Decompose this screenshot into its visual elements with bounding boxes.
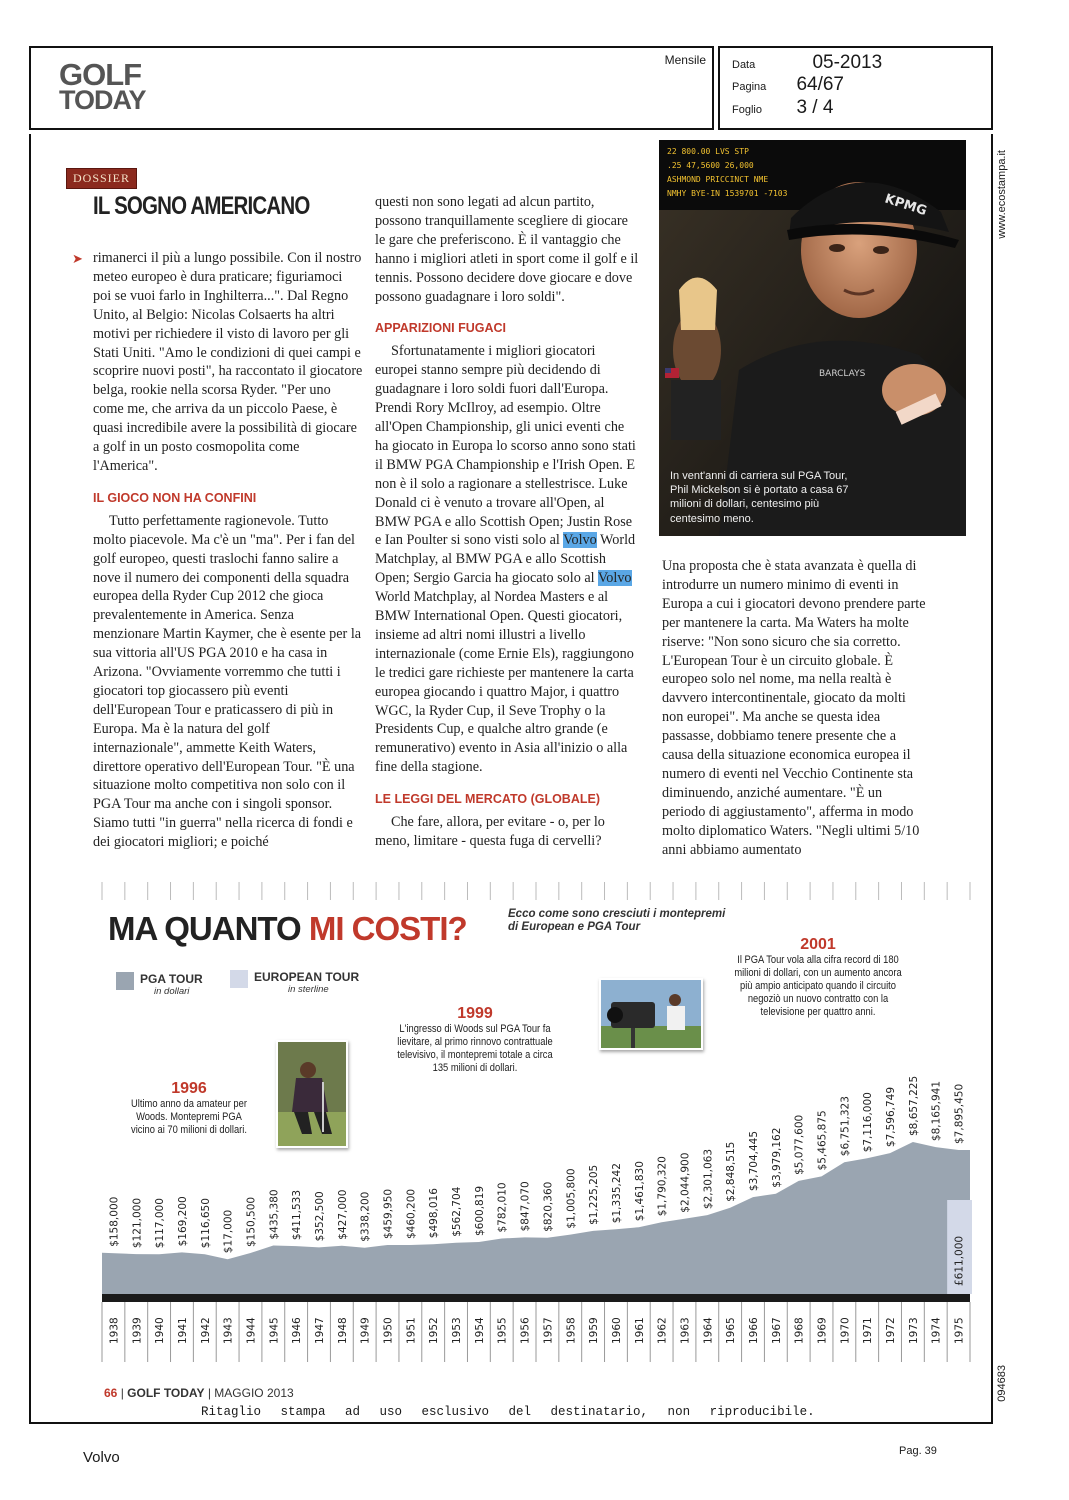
- foglio-label: Foglio: [732, 104, 762, 116]
- pagina-value: 64/67: [796, 74, 844, 95]
- year-label-1968: 1968: [793, 1317, 806, 1344]
- pga-value-label-1971: $7,116,000: [862, 1092, 875, 1153]
- annotation-1999: 1999 L'ingresso di Woods sul PGA Tour fa lievitare, al primo rinnovo contrattuale televisivo, il montepremi totale a circa 135 milioni di dollari.: [397, 1005, 553, 1074]
- year-label-1972: 1972: [885, 1317, 898, 1344]
- chart-baseline: [102, 1294, 970, 1302]
- year-label-1959: 1959: [588, 1317, 601, 1344]
- pga-value-label-1938: $158,000: [108, 1196, 121, 1247]
- year-label-1961: 1961: [633, 1317, 646, 1344]
- foglio-value: 3 / 4: [796, 97, 834, 118]
- year-label-1973: 1973: [907, 1317, 920, 1344]
- client-brand: Volvo: [83, 1449, 120, 1466]
- continue-arrow-icon: ➤: [72, 251, 83, 266]
- dossier-title: IL SOGNO AMERICANO: [93, 192, 310, 220]
- pga-value-label-1972: $7,596,749: [885, 1086, 898, 1148]
- year-label-1965: 1965: [725, 1317, 738, 1344]
- year-label-1955: 1955: [496, 1317, 509, 1344]
- year-label-1967: 1967: [770, 1317, 783, 1344]
- pga-value-label-1969: $5,465,875: [816, 1110, 829, 1171]
- year-label-1940: 1940: [154, 1317, 167, 1344]
- pga-value-label-1952: $498,016: [428, 1188, 441, 1239]
- pga-value-label-1973: $8,657,225: [907, 1075, 920, 1136]
- legend-swatch-pga: [116, 972, 134, 990]
- year-label-1956: 1956: [519, 1317, 532, 1344]
- pga-value-label-1961: $1,461,830: [633, 1161, 646, 1222]
- pga-value-label-1947: $352,500: [314, 1191, 326, 1242]
- subheading: IL GIOCO NON HA CONFINI: [93, 490, 257, 505]
- cap-kpmg-logo: KPMG: [882, 191, 929, 220]
- year-label-1942: 1942: [199, 1317, 212, 1344]
- pga-value-label-1941: $169,200: [176, 1196, 189, 1247]
- year-label-1963: 1963: [679, 1317, 692, 1344]
- pga-value-label-1940: $117,000: [154, 1198, 167, 1249]
- pga-value-label-1948: $427,000: [336, 1189, 349, 1240]
- pga-value-label-1946: $411,533: [291, 1189, 304, 1241]
- logo-line-golf: GOLF: [59, 57, 142, 92]
- svg-text:NMHY BYE-IN 1539701 -7103: NMHY BYE-IN 1539701 -7103: [667, 189, 788, 198]
- data-label: Data: [732, 59, 756, 71]
- pga-value-label-1966: $3,704,445: [748, 1130, 760, 1192]
- year-label-1950: 1950: [382, 1317, 395, 1344]
- year-label-1958: 1958: [565, 1317, 578, 1344]
- year-label-1944: 1944: [245, 1317, 258, 1344]
- tv-camera-photo: [599, 978, 703, 1050]
- side-url: www.ecostampa.it: [996, 150, 1008, 239]
- year-label-1954: 1954: [473, 1317, 486, 1344]
- disclaimer-bar: [29, 1404, 993, 1424]
- year-label-1938: 1938: [108, 1317, 121, 1344]
- svg-text:ASHMOND PRICCINCT NME: ASHMOND PRICCINCT NME: [667, 175, 769, 184]
- page-folio: 66 | GOLF TODAY | MAGGIO 2013: [104, 1386, 294, 1400]
- pga-value-label-1942: $116,650: [199, 1198, 212, 1249]
- paragraph: Sfortunatamente i migliori giocatori europei stanno sempre più decidendo di guadagnare i loro soldi fuori dall'Europa. Prendi Rory McIlroy, ad esempio. Oltre all'Open Championship, gli unici eventi che ha giocato in Europa lo scorso anno sono stati il BMW PGA Championship e l'Irish Open. E non è il solo a ragionare a stellestrisce. Luke Donald ci è venuto a trovare all'Open, al BMW PGA e allo Scottish Open; Justin Rose e Ian Poulter si sono visti solo al Volvo World Matchplay, al BMW PGA e allo Scottish Open; Sergio Garcia ha giocato solo al Volvo World Matchplay, al Nordea Masters e al BMW International Open. Questi giocatori, insieme ad altri nomi illustri a livello internazionale (come Ernie Els), raggiungono le tredici gare richieste per mantenere la carta europea giocando i quattro Major, i quattro WGC, la Ryder Cup, il Seve Trophy o la Presidents Cup, e qualche altro grande (e remunerativo) evento in Asia all'inizio o alla fine della stagione.: [375, 343, 636, 776]
- paragraph: Tutto perfettamente ragionevole. Tutto molto piacevole. Ma c'è un "ma". Per i fan del golf europeo, questi traslochi fanno salire a nove il numero dei componenti della squadra europea della Ryder Cup 2012 che gioca prevalentemente in America. Senza menzionare Martin Kaymer, che è esente per la sua vittoria all'US PGA 2010 e ha casa in Arizona. "Ovviamente vorremmo che tutti i giocatori top giocassero più eventi dell'European Tour e praticassero di più in Europa. Ma è la natura del golf internazionale", ammette Keith Waters, direttore operativo dell'European Tour. "È una situazione molto competitiva non solo con il PGA Tour ma anche con i singoli sponsor. Siamo tutti "in guerra" nella ricerca di fondi e dei giocatori migliori; e poiché: [93, 512, 362, 851]
- pga-value-label-1962: $1,790,320: [656, 1156, 669, 1217]
- meta-foglio-row: [732, 97, 833, 119]
- pga-value-label-1954: $600,819: [473, 1185, 486, 1236]
- frequency-label: Mensile: [664, 53, 706, 67]
- year-label-1939: 1939: [131, 1317, 144, 1344]
- year-label-1948: 1948: [336, 1317, 349, 1344]
- year-label-1962: 1962: [656, 1317, 669, 1344]
- subheading: APPARIZIONI FUGACI: [375, 321, 507, 336]
- infographic-subtitle: Ecco come sono cresciuti i montepremi di European e PGA Tour: [508, 908, 726, 933]
- year-label-1945: 1945: [268, 1317, 281, 1344]
- data-value: 05-2013: [812, 52, 883, 73]
- year-label-1946: 1946: [291, 1317, 304, 1344]
- paragraph: Una proposta che è stata avanzata è quella di introdurre un numero minimo di eventi in Europa a cui i giocatori devono prendere parte per mantenere la carta. Ma Waters ha molte riserve: "Non sono sicuro che sia corretto. L'European Tour è un circuito globale. È europeo solo nel nome, ma nella realtà è davvero intercontinentale, giocato da molti non europei". Ma anche se questa idea passasse, dobbiamo tenere presente che a causa della situazione economica europea il numero di eventi nel Vecchio Continente sta diminuendo, anziché aumentare. "È un periodo di aggiustamento", afferma in modo molto diplomatico Waters. "Negli ultimi 5/10 anni abbiamo aumentato: [662, 558, 926, 858]
- year-label-1974: 1974: [930, 1317, 943, 1344]
- pga-value-label-1949: $338,200: [359, 1191, 372, 1242]
- header-meta: [718, 46, 993, 130]
- article-column-3: [662, 557, 928, 860]
- meta-data-row: [732, 52, 882, 74]
- shirt-barclays-logo: BARCLAYS: [819, 369, 866, 379]
- paragraph: Che fare, allora, per evitare - o, per lo meno, limitare - questa fuga di cervelli?: [375, 814, 605, 849]
- side-code: 094683: [996, 1365, 1008, 1402]
- svg-text:.25 47,5600 26,000: .25 47,5600 26,000: [667, 161, 754, 170]
- subheading: LE LEGGI DEL MERCATO (GLOBALE): [375, 792, 600, 807]
- mickelson-photo: [659, 140, 966, 536]
- pga-value-label-1960: $1,335,242: [610, 1163, 623, 1224]
- european-label-1975: £611,000: [953, 1235, 966, 1286]
- year-label-1951: 1951: [405, 1317, 418, 1344]
- pga-value-label-1939: $121,000: [131, 1197, 144, 1249]
- clipping-page: Pag. 39: [899, 1445, 937, 1457]
- pga-value-label-1968: $5,077,600: [793, 1114, 806, 1175]
- woods-amateur-photo: [276, 1040, 348, 1148]
- photo-caption: In vent'anni di carriera sul PGA Tour, Phil Mickelson si è portato a casa 67 milioni di dollari, centesimo più centesimo meno.: [670, 470, 849, 525]
- year-label-1970: 1970: [839, 1317, 852, 1344]
- pga-value-label-1963: $2,044,900: [679, 1152, 692, 1213]
- year-label-1957: 1957: [542, 1317, 555, 1344]
- year-label-1969: 1969: [816, 1317, 829, 1344]
- annotation-1996: 1996 Ultimo anno da amateur per Woods. Montepremi PGA vicino ai 70 milioni di dollari.: [131, 1080, 247, 1136]
- paragraph: rimanerci il più a lungo possibile. Con il nostro meteo europeo è dura praticare; figuriamoci poi se vuoi farlo in Inghilterra...". Dal Regno Unito, al Belgio: Nicolas Colsaerts ha altri motivi per richiedere il visto di lavoro per gli Stati Uniti. "Amo le condizioni di quei campi e scoprire nuovi posti", ha raccontato il giocatore belga, rookie nella scorsa Ryder. "Per uno come me, che arriva da un piccolo Paese, è quasi incredibile avere la possibilità di giocare a golf in un posto cosmopolita come l'America".: [93, 250, 363, 474]
- year-label-1971: 1971: [862, 1317, 875, 1344]
- pga-value-label-1975: $7,895,450: [953, 1083, 966, 1144]
- year-label-1966: 1966: [748, 1317, 760, 1344]
- year-label-1949: 1949: [359, 1317, 372, 1344]
- svg-text:22 800.00 LVS STP: 22 800.00 LVS STP: [667, 147, 749, 156]
- pga-value-label-1957: $820,360: [542, 1181, 555, 1232]
- pga-value-label-1956: $847,070: [519, 1181, 532, 1232]
- folio-magazine: GOLF TODAY: [127, 1386, 205, 1400]
- year-label-1941: 1941: [176, 1317, 189, 1344]
- article-column-1: [93, 249, 363, 852]
- pga-value-label-1945: $435,380: [268, 1189, 281, 1240]
- header-masthead: [29, 46, 714, 130]
- golf-today-logo: [59, 57, 146, 115]
- folio-page-number: 66: [104, 1386, 118, 1400]
- highlight-volvo: Volvo: [597, 570, 632, 587]
- pga-value-label-1965: $2,848,515: [725, 1141, 738, 1202]
- year-label-1960: 1960: [610, 1317, 623, 1344]
- year-label-1947: 1947: [314, 1317, 326, 1344]
- pga-value-label-1958: $1,005,800: [565, 1168, 578, 1229]
- year-label-1953: 1953: [451, 1317, 464, 1344]
- disclaimer-text: Ritaglio stampa ad uso esclusivo del destinatario, non riproducibile.: [201, 1405, 815, 1419]
- pga-value-label-1959: $1,225,205: [588, 1164, 601, 1225]
- meta-pagina-row: [732, 74, 844, 96]
- year-label-1964: 1964: [702, 1317, 715, 1344]
- article-column-2: [375, 193, 641, 851]
- year-label-1952: 1952: [428, 1317, 441, 1344]
- folio-issue: MAGGIO 2013: [214, 1386, 294, 1400]
- legend-swatch-european: [230, 970, 248, 988]
- pga-value-label-1974: $8,165,941: [930, 1080, 943, 1142]
- pga-value-label-1951: $460,200: [405, 1188, 418, 1239]
- pga-value-label-1950: $459,950: [382, 1188, 395, 1239]
- pga-value-label-1964: $2,301,063: [702, 1148, 715, 1210]
- highlight-volvo: Volvo: [563, 532, 597, 549]
- year-label-1943: 1943: [222, 1317, 235, 1344]
- prize-money-infographic: £611,000 $158,000 1938 $121,000 1939 $117,000 1940 $169,200 1941 $116,650 1942 $17,000 1943 $150,500 1944 $435,380 1945 $411,533 1946 $352,500 1947 $427,000 1948 $338,200 1949 $459,950 1950 $460,200 1951 $498,016 1952 $562,704 1953 $600,819 1954 $782,010 1955 $847,070 1956 $820,360 1957 $1,005,800 1958 $1,225,205 1959 $1,335,242 1960 $1,461,830 1961 $1,790,320 1962 $2,044,900 1963 $2,301,063 1964 $2,848,515 1965 $3,704,445 1966 $3,979,162 1967 $5,077,600 1968 $5,465,875 1969 $6,751,323 1970 $7,116,000 1971 $7,596,749 1972 $8,657,225 1973 $8,165,941 1974 $7,895,450 1975 MA QUANTO MI COSTI? Ecco come sono cresciuti i montepremi di European e PGA Tour PGA TOUR in dollari EUROPEAN TOUR in sterline 1996 Ultimo anno da amateur per Woods. Montepremi PGA vicino ai 70 milioni di dollari. 1999 L'ingresso di Woods sul PGA Tour fa lievitare, al primo rinnovo contrattuale televisivo, il montepremi totale a circa 135 milioni di dollari. 2001 Il PGA Tour vola alla cifra record di 180 milioni di dollari, con un aumento ancora più ampio anticipato quando il circuito negoziò un nuovo contratto con la televisione per quattro anni.: [90, 880, 972, 1380]
- pga-value-label-1967: $3,979,162: [770, 1127, 783, 1188]
- infographic-title: MA QUANTO MI COSTI?: [108, 910, 467, 947]
- dossier-tag: DOSSIER: [66, 168, 137, 189]
- year-label-1975: 1975: [953, 1317, 966, 1344]
- paragraph: questi non sono legati ad alcun partito, possono tranquillamente scegliere di giocare le gare che preferiscono. È il vantaggio che hanno i migliori atleti in sport come il golf e il tennis. Possono decidere dove giocare e dove possono guadagnare i loro soldi".: [375, 194, 639, 305]
- annotation-2001: 2001 Il PGA Tour vola alla cifra record di 180 milioni di dollari, con un aumento ancora più ampio anticipato quando il circuito negoziò un nuovo contratto con la televisione per quattro anni.: [734, 936, 902, 1018]
- pga-value-label-1953: $562,704: [451, 1186, 464, 1237]
- pga-value-label-1944: $150,500: [245, 1196, 258, 1247]
- pagina-label: Pagina: [732, 81, 767, 93]
- pga-value-label-1943: $17,000: [222, 1209, 235, 1254]
- pga-value-label-1955: $782,010: [496, 1182, 509, 1233]
- logo-line-today: TODAY: [59, 84, 146, 115]
- pga-value-label-1970: $6,751,323: [839, 1096, 852, 1157]
